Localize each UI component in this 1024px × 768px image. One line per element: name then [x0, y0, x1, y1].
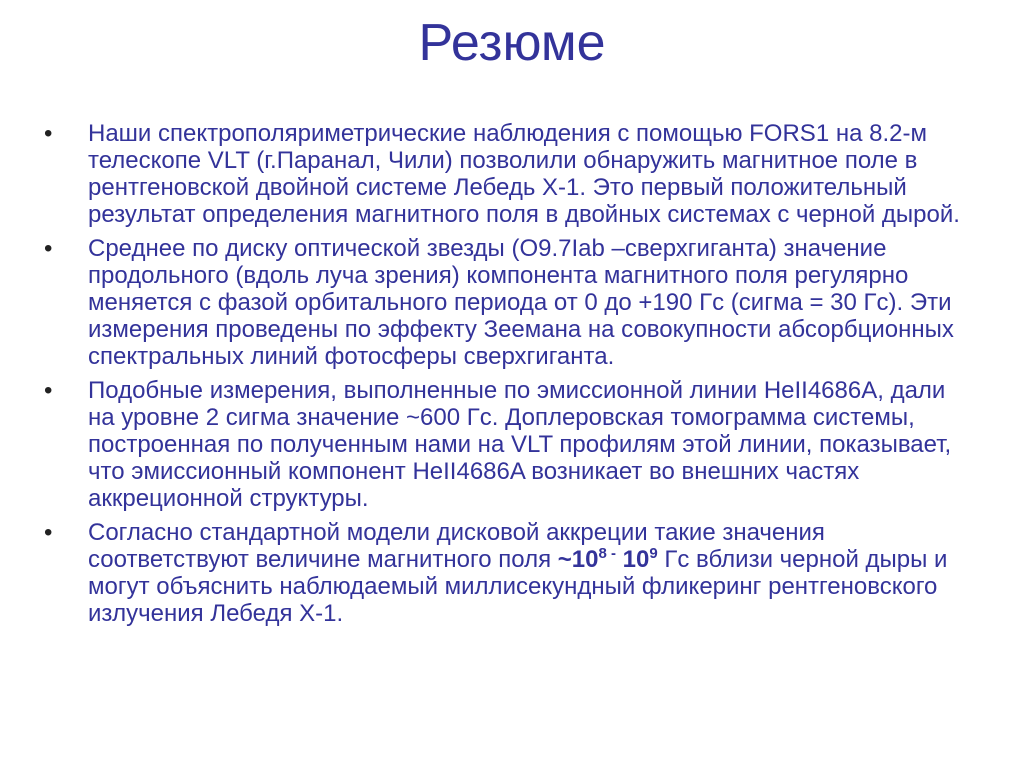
bullet-mark: •: [44, 120, 53, 147]
bullet-item-1: [44, 120, 974, 228]
bullet-item-3: [44, 377, 974, 512]
field-value-2: 10: [615, 546, 650, 573]
bullet-text: [88, 519, 974, 627]
field-exponent-2: 9: [649, 545, 658, 562]
slide-title: Резюме: [418, 14, 606, 72]
bullet-mark: •: [44, 235, 53, 262]
bullet-text: Среднее по диску оптической звезды (О9.7Iab –сверхгиганта) значение продольного (вдоль луча зрения) компонента магнитного поля регулярно меняется с фазой орбитального периода от 0 до +190 Гс (сигма = 30 Гс). Эти измерения проведены по эффекту Зеемана на совокупности абсорбционных спектральных линий фотосферы сверхгиганта.: [88, 235, 954, 370]
bullet-text: Наши спектрополяриметрические наблюдения с помощью FORS1 на 8.2-м телескопе VLT (г.Паранал, Чили) позволили обнаружить магнитное поле в рентгеновской двойной системе Лебедь Х-1. Это первый положительный результат определения магнитного поля в двойных системах с черной дырой.: [88, 120, 960, 228]
bullet-text: Подобные измерения, выполненные по эмиссионной линии HeII4686A, дали на уровне 2 сигма значение ~600 Гс. Доплеровская томограмма системы, построенная по полученным нами на VLT профилям этой линии, показывает, что эмиссионный компонент HeII4686A возникает во внешних частях аккреционной структуры.: [88, 377, 952, 512]
bullet-item-2: [44, 235, 974, 370]
bullet-mark: •: [44, 377, 53, 404]
bullet-mark: •: [44, 519, 53, 546]
bullet-list: [44, 120, 974, 634]
field-value-1: ~10: [557, 546, 599, 573]
bullet-item-4: [44, 519, 974, 627]
field-exponent-1: 8 -: [598, 545, 616, 562]
bullet-text-after: Гс вблизи черной дыры и могут объяснить наблюдаемый миллисекундный фликеринг рентгеновского излучения Лебедя Х-1.: [88, 546, 948, 627]
bullet-text-before: Согласно стандартной модели дисковой аккреции такие значения соответствуют величине магнитного поля: [88, 519, 825, 573]
